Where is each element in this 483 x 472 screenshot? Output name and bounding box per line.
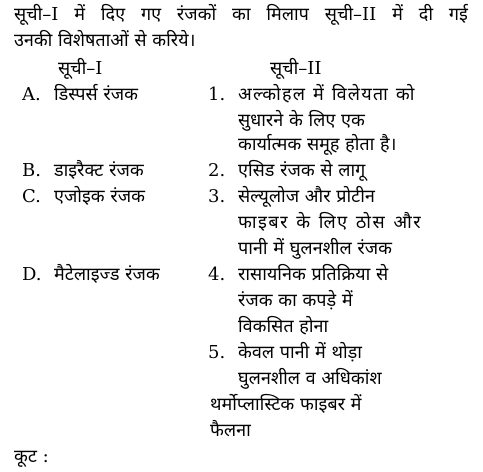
- list-2-item-1-line-2: सुधारने के लिए एक: [238, 110, 365, 131]
- list-2-header: सूची–II: [270, 58, 322, 79]
- list-2-key-2: 2.: [208, 160, 226, 181]
- question-word: सूची–I: [14, 4, 59, 25]
- list-1-key-a: A.: [22, 84, 41, 105]
- list-1-item-b: डाइरैक्ट रंजक: [54, 160, 144, 181]
- list-1-item-c: एजोइक रंजक: [54, 186, 145, 207]
- question-word: दी: [418, 4, 434, 25]
- list-2-item-4-line-3: विकसित होना: [238, 316, 329, 337]
- list-2-item-3-line-1: सेल्यूलोज और प्रोटीन: [238, 186, 375, 207]
- list-2-item-5-line-4: फैलना: [210, 420, 251, 441]
- list-2-item-1-text: अल्कोहल में विलेयता को: [238, 84, 416, 105]
- question-word: में: [74, 4, 86, 25]
- list-2-item-1-line-1: [238, 84, 460, 106]
- list-1-key-b: B.: [22, 160, 41, 181]
- list-2-item-4-line-1: रासायनिक प्रतिक्रिया से: [238, 264, 389, 285]
- list-2-item-2-line-1: एसिड रंजक से लागू: [238, 160, 366, 181]
- list-2-item-5-line-3: थर्मोप्लास्टिक फाइबर में: [210, 394, 362, 415]
- question-line-1: [14, 4, 468, 26]
- question-word: में: [392, 4, 403, 25]
- question-word: दिए: [100, 4, 126, 25]
- list-2-key-4: 4.: [208, 264, 226, 285]
- list-1-item-a: डिस्पर्स रंजक: [54, 84, 138, 105]
- question-word: गई: [448, 4, 468, 25]
- list-1-key-c: C.: [22, 186, 41, 207]
- list-1-key-d: D.: [22, 264, 42, 285]
- question-word: गए: [140, 4, 162, 25]
- question-word: सूची–II: [324, 4, 377, 25]
- list-2-item-5-line-2: घुलनशील व अधिकांश: [238, 368, 382, 389]
- list-2-key-1: 1.: [208, 84, 226, 105]
- list-2-item-4-line-2: रंजक का कपड़े में: [238, 290, 353, 311]
- list-2-item-3-line-2: फाइबर के लिए ठोस और: [238, 212, 423, 233]
- list-2-item-1-line-3: कार्यात्मक समूह होता है।: [238, 134, 397, 155]
- list-2-item-5-line-1: केवल पानी में थोड़ा: [238, 342, 362, 363]
- list-1-header: सूची–I: [58, 58, 103, 79]
- list-2-key-3: 3.: [208, 186, 226, 207]
- question-word: मिलाप: [266, 4, 309, 25]
- list-2-item-3-line-3: पानी में घुलनशील रंजक: [238, 238, 392, 259]
- question-word: रंजकों: [176, 4, 217, 25]
- question-word: का: [232, 4, 251, 25]
- code-label: कूट :: [14, 446, 49, 467]
- question-line-2: उनकी विशेषताओं से करिये।: [14, 30, 196, 51]
- list-1-item-d: मैटेलाइज्ड रंजक: [54, 264, 160, 285]
- list-2-key-5: 5.: [208, 342, 226, 363]
